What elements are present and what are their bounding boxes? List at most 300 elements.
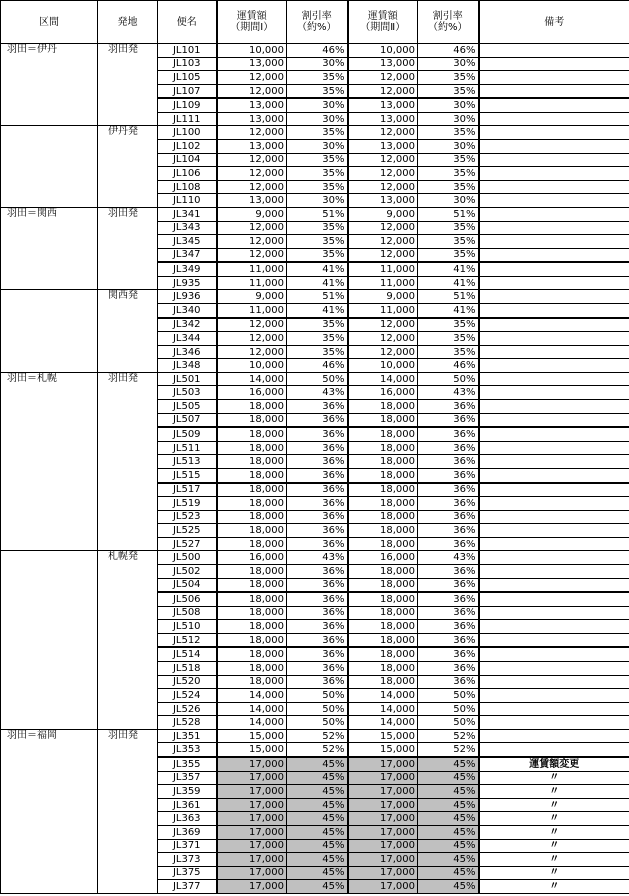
note-cell <box>479 98 629 112</box>
origin-cell <box>98 743 158 757</box>
rate-period-2-cell: 36% <box>418 455 479 469</box>
flight-number-cell: JL106 <box>158 167 217 181</box>
note-cell <box>479 578 629 592</box>
origin-cell <box>98 427 158 441</box>
origin-cell: 札幌発 <box>98 551 158 565</box>
fare-period-1-cell: 17,000 <box>217 771 287 785</box>
route-cell <box>1 620 98 634</box>
route-cell <box>1 524 98 538</box>
fare-period-2-cell: 13,000 <box>348 112 418 126</box>
table-row <box>1 126 629 140</box>
header-origin: 発地 <box>98 1 158 44</box>
flight-number-cell: JL342 <box>158 318 217 332</box>
flight-number-cell: JL371 <box>158 839 217 853</box>
origin-cell <box>98 716 158 730</box>
fare-period-1-cell: 17,000 <box>217 839 287 853</box>
origin-cell <box>98 524 158 538</box>
fare-period-1-cell: 18,000 <box>217 413 287 427</box>
route-cell <box>1 839 98 853</box>
origin-cell <box>98 702 158 716</box>
flight-number-cell: JL375 <box>158 866 217 880</box>
flight-number-cell: JL109 <box>158 98 217 112</box>
fare-period-1-cell: 12,000 <box>217 126 287 140</box>
note-cell <box>479 44 629 58</box>
fare-period-1-cell: 13,000 <box>217 194 287 208</box>
flight-number-cell: JL104 <box>158 153 217 167</box>
rate-period-1-cell: 36% <box>287 455 348 469</box>
flight-number-cell: JL510 <box>158 620 217 634</box>
rate-period-1-cell: 51% <box>287 290 348 304</box>
note-cell <box>479 468 629 482</box>
fare-period-2-cell: 17,000 <box>348 853 418 867</box>
fare-period-1-cell: 10,000 <box>217 44 287 58</box>
route-cell <box>1 276 98 290</box>
origin-cell <box>98 57 158 71</box>
note-cell <box>479 455 629 469</box>
fare-period-1-cell: 17,000 <box>217 880 287 894</box>
origin-cell <box>98 757 158 771</box>
origin-cell: 羽田発 <box>98 729 158 743</box>
flight-number-cell: JL359 <box>158 785 217 799</box>
origin-cell <box>98 564 158 578</box>
rate-period-1-cell: 52% <box>287 743 348 757</box>
header-route: 区間 <box>1 1 98 44</box>
rate-period-1-cell: 50% <box>287 372 348 386</box>
table-row <box>1 221 629 235</box>
rate-period-2-cell: 50% <box>418 689 479 703</box>
flight-number-cell: JL363 <box>158 812 217 826</box>
note-cell <box>479 221 629 235</box>
rate-period-2-cell: 36% <box>418 510 479 524</box>
table-row <box>1 839 629 853</box>
note-cell <box>479 57 629 71</box>
note-cell <box>479 592 629 606</box>
flight-number-cell: JL514 <box>158 647 217 661</box>
rate-period-1-cell: 36% <box>287 578 348 592</box>
rate-period-1-cell: 45% <box>287 785 348 799</box>
fare-period-2-cell: 12,000 <box>348 248 418 262</box>
fare-period-2-cell: 12,000 <box>348 235 418 249</box>
fare-period-2-cell: 16,000 <box>348 386 418 400</box>
header-note: 備考 <box>479 1 629 44</box>
route-cell <box>1 812 98 826</box>
origin-cell: 羽田発 <box>98 207 158 221</box>
flight-number-cell: JL361 <box>158 798 217 812</box>
table-row <box>1 332 629 346</box>
rate-period-1-cell: 46% <box>287 44 348 58</box>
fare-period-1-cell: 18,000 <box>217 578 287 592</box>
note-cell <box>479 180 629 194</box>
note-cell <box>479 235 629 249</box>
header-fare-period-2: 運賃額 （期間Ⅱ） <box>348 1 418 44</box>
fare-period-1-cell: 13,000 <box>217 57 287 71</box>
route-cell <box>1 689 98 703</box>
rate-period-1-cell: 45% <box>287 866 348 880</box>
route-cell <box>1 221 98 235</box>
route-cell <box>1 647 98 661</box>
header-fare-period-1: 運賃額 （期間Ⅰ） <box>217 1 287 44</box>
fare-period-1-cell: 18,000 <box>217 592 287 606</box>
origin-cell <box>98 675 158 689</box>
flight-number-cell: JL519 <box>158 497 217 511</box>
rate-period-2-cell: 35% <box>418 126 479 140</box>
note-cell <box>479 126 629 140</box>
fare-period-2-cell: 18,000 <box>348 564 418 578</box>
fare-period-2-cell: 18,000 <box>348 524 418 538</box>
rate-period-2-cell: 41% <box>418 303 479 317</box>
origin-cell: 羽田発 <box>98 44 158 58</box>
route-cell <box>1 57 98 71</box>
flight-number-cell: JL526 <box>158 702 217 716</box>
rate-period-2-cell: 45% <box>418 880 479 894</box>
note-cell: 〃 <box>479 771 629 785</box>
origin-cell <box>98 455 158 469</box>
fare-period-2-cell: 13,000 <box>348 194 418 208</box>
flight-number-cell: JL511 <box>158 441 217 455</box>
route-cell <box>1 716 98 730</box>
route-cell <box>1 578 98 592</box>
route-cell <box>1 564 98 578</box>
rate-period-1-cell: 35% <box>287 248 348 262</box>
rate-period-1-cell: 36% <box>287 413 348 427</box>
fare-period-2-cell: 18,000 <box>348 633 418 647</box>
rate-period-2-cell: 41% <box>418 276 479 290</box>
fare-period-1-cell: 11,000 <box>217 303 287 317</box>
origin-cell <box>98 812 158 826</box>
origin-cell <box>98 359 158 373</box>
rate-period-1-cell: 45% <box>287 880 348 894</box>
rate-period-1-cell: 45% <box>287 757 348 771</box>
rate-period-2-cell: 30% <box>418 194 479 208</box>
route-cell: 羽田＝札幌 <box>1 372 98 386</box>
route-cell <box>1 743 98 757</box>
fare-period-2-cell: 17,000 <box>348 825 418 839</box>
rate-period-2-cell: 50% <box>418 702 479 716</box>
fare-period-2-cell: 18,000 <box>348 578 418 592</box>
fare-period-1-cell: 12,000 <box>217 235 287 249</box>
table-row <box>1 262 629 276</box>
table-row <box>1 880 629 894</box>
fare-period-2-cell: 18,000 <box>348 606 418 620</box>
rate-period-2-cell: 35% <box>418 221 479 235</box>
note-cell <box>479 167 629 181</box>
flight-number-cell: JL505 <box>158 400 217 414</box>
flight-number-cell: JL507 <box>158 413 217 427</box>
route-cell <box>1 84 98 98</box>
flight-number-cell: JL502 <box>158 564 217 578</box>
fare-period-1-cell: 17,000 <box>217 798 287 812</box>
table-row <box>1 140 629 154</box>
origin-cell <box>98 483 158 497</box>
origin-cell <box>98 647 158 661</box>
fare-period-2-cell: 11,000 <box>348 303 418 317</box>
origin-cell <box>98 400 158 414</box>
flight-number-cell: JL500 <box>158 551 217 565</box>
rate-period-2-cell: 50% <box>418 372 479 386</box>
route-cell <box>1 262 98 276</box>
note-cell: 〃 <box>479 785 629 799</box>
note-cell: 〃 <box>479 798 629 812</box>
note-cell <box>479 729 629 743</box>
rate-period-1-cell: 45% <box>287 839 348 853</box>
origin-cell <box>98 194 158 208</box>
note-cell <box>479 427 629 441</box>
flight-number-cell: JL353 <box>158 743 217 757</box>
note-cell <box>479 606 629 620</box>
rate-period-2-cell: 35% <box>418 84 479 98</box>
rate-period-1-cell: 41% <box>287 262 348 276</box>
origin-cell <box>98 592 158 606</box>
route-cell <box>1 880 98 894</box>
table-row <box>1 812 629 826</box>
rate-period-2-cell: 35% <box>418 318 479 332</box>
flight-number-cell: JL515 <box>158 468 217 482</box>
rate-period-1-cell: 30% <box>287 98 348 112</box>
table-row <box>1 386 629 400</box>
note-cell <box>479 248 629 262</box>
fare-period-1-cell: 18,000 <box>217 441 287 455</box>
rate-period-1-cell: 45% <box>287 812 348 826</box>
route-cell: 羽田＝伊丹 <box>1 44 98 58</box>
note-cell <box>479 537 629 551</box>
table-row <box>1 248 629 262</box>
rate-period-2-cell: 36% <box>418 592 479 606</box>
fare-period-1-cell: 14,000 <box>217 702 287 716</box>
fare-period-1-cell: 18,000 <box>217 497 287 511</box>
rate-period-1-cell: 30% <box>287 140 348 154</box>
fare-period-1-cell: 12,000 <box>217 318 287 332</box>
route-cell <box>1 413 98 427</box>
note-cell <box>479 303 629 317</box>
origin-cell <box>98 112 158 126</box>
origin-cell <box>98 825 158 839</box>
fare-period-1-cell: 18,000 <box>217 400 287 414</box>
rate-period-1-cell: 35% <box>287 332 348 346</box>
table-row <box>1 716 629 730</box>
fare-period-2-cell: 12,000 <box>348 84 418 98</box>
rate-period-1-cell: 36% <box>287 537 348 551</box>
rate-period-2-cell: 51% <box>418 290 479 304</box>
rate-period-1-cell: 45% <box>287 798 348 812</box>
rate-period-2-cell: 36% <box>418 400 479 414</box>
origin-cell <box>98 620 158 634</box>
rate-period-2-cell: 36% <box>418 564 479 578</box>
fare-period-2-cell: 17,000 <box>348 812 418 826</box>
flight-number-cell: JL346 <box>158 345 217 359</box>
origin-cell <box>98 221 158 235</box>
table-row <box>1 194 629 208</box>
fare-period-1-cell: 17,000 <box>217 853 287 867</box>
flight-number-cell: JL100 <box>158 126 217 140</box>
fare-period-2-cell: 17,000 <box>348 771 418 785</box>
table-row <box>1 620 629 634</box>
rate-period-2-cell: 36% <box>418 427 479 441</box>
rate-period-2-cell: 45% <box>418 825 479 839</box>
flight-number-cell: JL518 <box>158 662 217 676</box>
fare-period-1-cell: 17,000 <box>217 812 287 826</box>
rate-period-2-cell: 36% <box>418 441 479 455</box>
table-row <box>1 98 629 112</box>
fare-period-1-cell: 18,000 <box>217 647 287 661</box>
fare-period-1-cell: 18,000 <box>217 662 287 676</box>
route-cell <box>1 510 98 524</box>
table-row <box>1 359 629 373</box>
note-cell <box>479 647 629 661</box>
rate-period-1-cell: 43% <box>287 551 348 565</box>
flight-number-cell: JL340 <box>158 303 217 317</box>
origin-cell <box>98 771 158 785</box>
flight-number-cell: JL936 <box>158 290 217 304</box>
rate-period-2-cell: 36% <box>418 524 479 538</box>
fare-period-1-cell: 18,000 <box>217 468 287 482</box>
route-cell <box>1 248 98 262</box>
fare-period-2-cell: 12,000 <box>348 180 418 194</box>
route-cell <box>1 483 98 497</box>
note-cell: 〃 <box>479 866 629 880</box>
rate-period-1-cell: 41% <box>287 303 348 317</box>
fare-period-1-cell: 14,000 <box>217 372 287 386</box>
origin-cell <box>98 98 158 112</box>
origin-cell <box>98 510 158 524</box>
note-cell: 運賃額変更 <box>479 757 629 771</box>
fare-period-1-cell: 18,000 <box>217 524 287 538</box>
table-row <box>1 468 629 482</box>
table-row <box>1 702 629 716</box>
header-row <box>1 1 629 44</box>
note-cell <box>479 372 629 386</box>
note-cell <box>479 71 629 85</box>
flight-number-cell: JL101 <box>158 44 217 58</box>
fare-period-2-cell: 17,000 <box>348 880 418 894</box>
table-row <box>1 413 629 427</box>
fare-period-2-cell: 18,000 <box>348 675 418 689</box>
origin-cell <box>98 798 158 812</box>
table-row <box>1 180 629 194</box>
flight-number-cell: JL935 <box>158 276 217 290</box>
flight-number-cell: JL373 <box>158 853 217 867</box>
fare-period-1-cell: 12,000 <box>217 84 287 98</box>
note-cell: 〃 <box>479 825 629 839</box>
table-row <box>1 84 629 98</box>
fare-period-2-cell: 14,000 <box>348 716 418 730</box>
table-row <box>1 633 629 647</box>
table-row <box>1 372 629 386</box>
route-cell <box>1 167 98 181</box>
route-cell <box>1 290 98 304</box>
table-row <box>1 592 629 606</box>
note-cell: 〃 <box>479 880 629 894</box>
fare-period-1-cell: 17,000 <box>217 866 287 880</box>
fare-period-1-cell: 14,000 <box>217 689 287 703</box>
origin-cell <box>98 537 158 551</box>
table-row <box>1 564 629 578</box>
origin-cell: 羽田発 <box>98 372 158 386</box>
rate-period-1-cell: 36% <box>287 483 348 497</box>
note-cell <box>479 345 629 359</box>
rate-period-2-cell: 45% <box>418 853 479 867</box>
fare-period-2-cell: 18,000 <box>348 400 418 414</box>
origin-cell <box>98 497 158 511</box>
rate-period-2-cell: 41% <box>418 262 479 276</box>
route-cell <box>1 662 98 676</box>
route-cell <box>1 866 98 880</box>
origin-cell <box>98 303 158 317</box>
fare-period-2-cell: 13,000 <box>348 98 418 112</box>
note-cell <box>479 262 629 276</box>
rate-period-1-cell: 50% <box>287 716 348 730</box>
rate-period-2-cell: 51% <box>418 207 479 221</box>
route-cell <box>1 386 98 400</box>
fare-period-1-cell: 12,000 <box>217 345 287 359</box>
table-row <box>1 647 629 661</box>
flight-number-cell: JL520 <box>158 675 217 689</box>
rate-period-2-cell: 30% <box>418 140 479 154</box>
route-cell <box>1 140 98 154</box>
origin-cell <box>98 180 158 194</box>
table-row <box>1 71 629 85</box>
table-row <box>1 112 629 126</box>
fare-period-2-cell: 9,000 <box>348 290 418 304</box>
fare-period-1-cell: 18,000 <box>217 483 287 497</box>
table-row <box>1 729 629 743</box>
fare-period-1-cell: 10,000 <box>217 359 287 373</box>
rate-period-1-cell: 35% <box>287 153 348 167</box>
origin-cell <box>98 633 158 647</box>
flight-number-cell: JL111 <box>158 112 217 126</box>
fare-period-1-cell: 12,000 <box>217 248 287 262</box>
rate-period-1-cell: 35% <box>287 84 348 98</box>
fare-period-2-cell: 15,000 <box>348 743 418 757</box>
fare-period-2-cell: 18,000 <box>348 592 418 606</box>
flight-number-cell: JL503 <box>158 386 217 400</box>
table-row <box>1 771 629 785</box>
rate-period-1-cell: 35% <box>287 235 348 249</box>
rate-period-1-cell: 36% <box>287 647 348 661</box>
note-cell <box>479 332 629 346</box>
fare-period-2-cell: 17,000 <box>348 757 418 771</box>
rate-period-2-cell: 43% <box>418 551 479 565</box>
table-row <box>1 57 629 71</box>
rate-period-1-cell: 36% <box>287 400 348 414</box>
flight-number-cell: JL357 <box>158 771 217 785</box>
fare-period-2-cell: 18,000 <box>348 427 418 441</box>
table-row <box>1 207 629 221</box>
rate-period-2-cell: 36% <box>418 606 479 620</box>
fare-period-1-cell: 18,000 <box>217 564 287 578</box>
rate-period-1-cell: 35% <box>287 126 348 140</box>
route-cell <box>1 633 98 647</box>
note-cell: 〃 <box>479 839 629 853</box>
fare-period-1-cell: 11,000 <box>217 262 287 276</box>
fare-period-2-cell: 17,000 <box>348 866 418 880</box>
origin-cell <box>98 386 158 400</box>
fare-period-1-cell: 15,000 <box>217 743 287 757</box>
rate-period-2-cell: 50% <box>418 716 479 730</box>
origin-cell <box>98 578 158 592</box>
fare-period-1-cell: 12,000 <box>217 167 287 181</box>
route-cell <box>1 537 98 551</box>
table-row <box>1 276 629 290</box>
rate-period-1-cell: 36% <box>287 510 348 524</box>
flight-number-cell: JL528 <box>158 716 217 730</box>
route-cell <box>1 551 98 565</box>
rate-period-2-cell: 36% <box>418 578 479 592</box>
rate-period-1-cell: 36% <box>287 606 348 620</box>
rate-period-2-cell: 30% <box>418 112 479 126</box>
fare-period-2-cell: 11,000 <box>348 276 418 290</box>
rate-period-1-cell: 36% <box>287 564 348 578</box>
note-cell <box>479 716 629 730</box>
